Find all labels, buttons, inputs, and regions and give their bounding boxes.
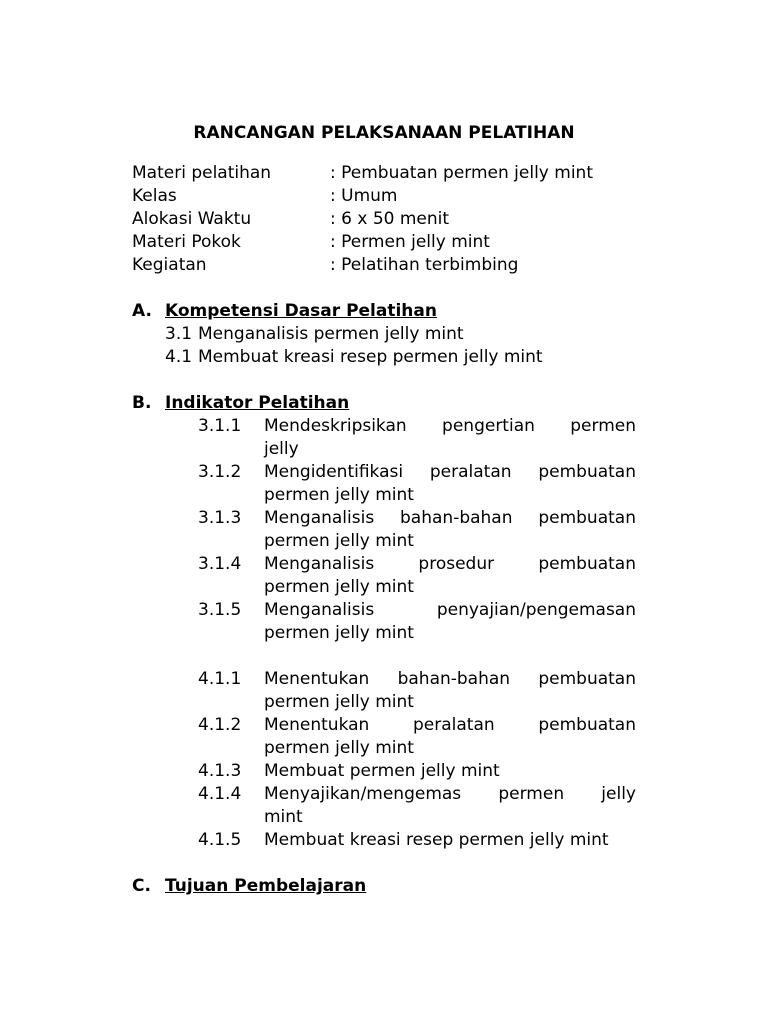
info-label-materi-pelatihan: Materi pelatihan xyxy=(132,163,272,183)
indikator-text: Menentukan peralatan pembuatan xyxy=(264,715,636,735)
kompetensi-number: 3.1 xyxy=(165,324,193,344)
indikator-number: 4.1.3 xyxy=(198,761,242,781)
info-label-kegiatan: Kegiatan xyxy=(132,255,207,275)
indikator-number: 3.1.3 xyxy=(198,508,242,528)
indikator-number: 4.1.1 xyxy=(198,669,242,689)
kompetensi-number: 4.1 xyxy=(165,347,193,367)
section-a-letter: A. xyxy=(132,301,152,321)
info-label-alokasi-waktu: Alokasi Waktu xyxy=(132,209,252,229)
indikator-number: 3.1.1 xyxy=(198,416,242,436)
indikator-number: 3.1.4 xyxy=(198,554,242,574)
section-a-title: Kompetensi Dasar Pelatihan xyxy=(165,301,437,321)
indikator-text: Mengidentifikasi peralatan pembuatan xyxy=(264,462,636,482)
indikator-number: 4.1.5 xyxy=(198,830,242,850)
indikator-text-continued: mint xyxy=(264,807,303,827)
section-b-title: Indikator Pelatihan xyxy=(165,393,350,413)
document-title: RANCANGAN PELAKSANAAN PELATIHAN xyxy=(193,123,575,143)
section-c-title: Tujuan Pembelajaran xyxy=(165,876,367,896)
indikator-text: Menyajikan/mengemas permen jelly xyxy=(264,784,636,804)
section-c-letter: C. xyxy=(132,876,151,896)
info-value-kegiatan: : Pelatihan terbimbing xyxy=(330,255,519,275)
indikator-text-continued: permen jelly mint xyxy=(264,531,414,551)
info-label-kelas: Kelas xyxy=(132,186,177,206)
indikator-text: Menentukan bahan-bahan pembuatan xyxy=(264,669,636,689)
indikator-text: Menganalisis penyajian/pengemasan xyxy=(264,600,636,620)
indikator-number: 3.1.2 xyxy=(198,462,242,482)
indikator-text: Menganalisis prosedur pembuatan xyxy=(264,554,636,574)
indikator-text: Menganalisis bahan-bahan pembuatan xyxy=(264,508,636,528)
indikator-text-continued: permen jelly mint xyxy=(264,485,414,505)
kompetensi-text: Membuat kreasi resep permen jelly mint xyxy=(198,347,543,367)
indikator-text-continued: permen jelly mint xyxy=(264,692,414,712)
indikator-text-continued: jelly xyxy=(264,439,299,459)
info-label-materi-pokok: Materi Pokok xyxy=(132,232,241,252)
info-value-kelas: : Umum xyxy=(330,186,398,206)
indikator-text-continued: permen jelly mint xyxy=(264,738,414,758)
indikator-text: Membuat permen jelly mint xyxy=(264,761,500,781)
indikator-text-continued: permen jelly mint xyxy=(264,623,414,643)
info-value-alokasi-waktu: : 6 x 50 menit xyxy=(330,209,450,229)
indikator-text: Membuat kreasi resep permen jelly mint xyxy=(264,830,609,850)
indikator-number: 3.1.5 xyxy=(198,600,242,620)
indikator-text: Mendeskripsikan pengertian permen xyxy=(264,416,636,436)
section-b-letter: B. xyxy=(132,393,152,413)
info-value-materi-pokok: : Permen jelly mint xyxy=(330,232,490,252)
kompetensi-text: Menganalisis permen jelly mint xyxy=(198,324,464,344)
info-value-materi-pelatihan: : Pembuatan permen jelly mint xyxy=(330,163,593,183)
indikator-text-continued: permen jelly mint xyxy=(264,577,414,597)
indikator-number: 4.1.4 xyxy=(198,784,242,804)
indikator-number: 4.1.2 xyxy=(198,715,242,735)
